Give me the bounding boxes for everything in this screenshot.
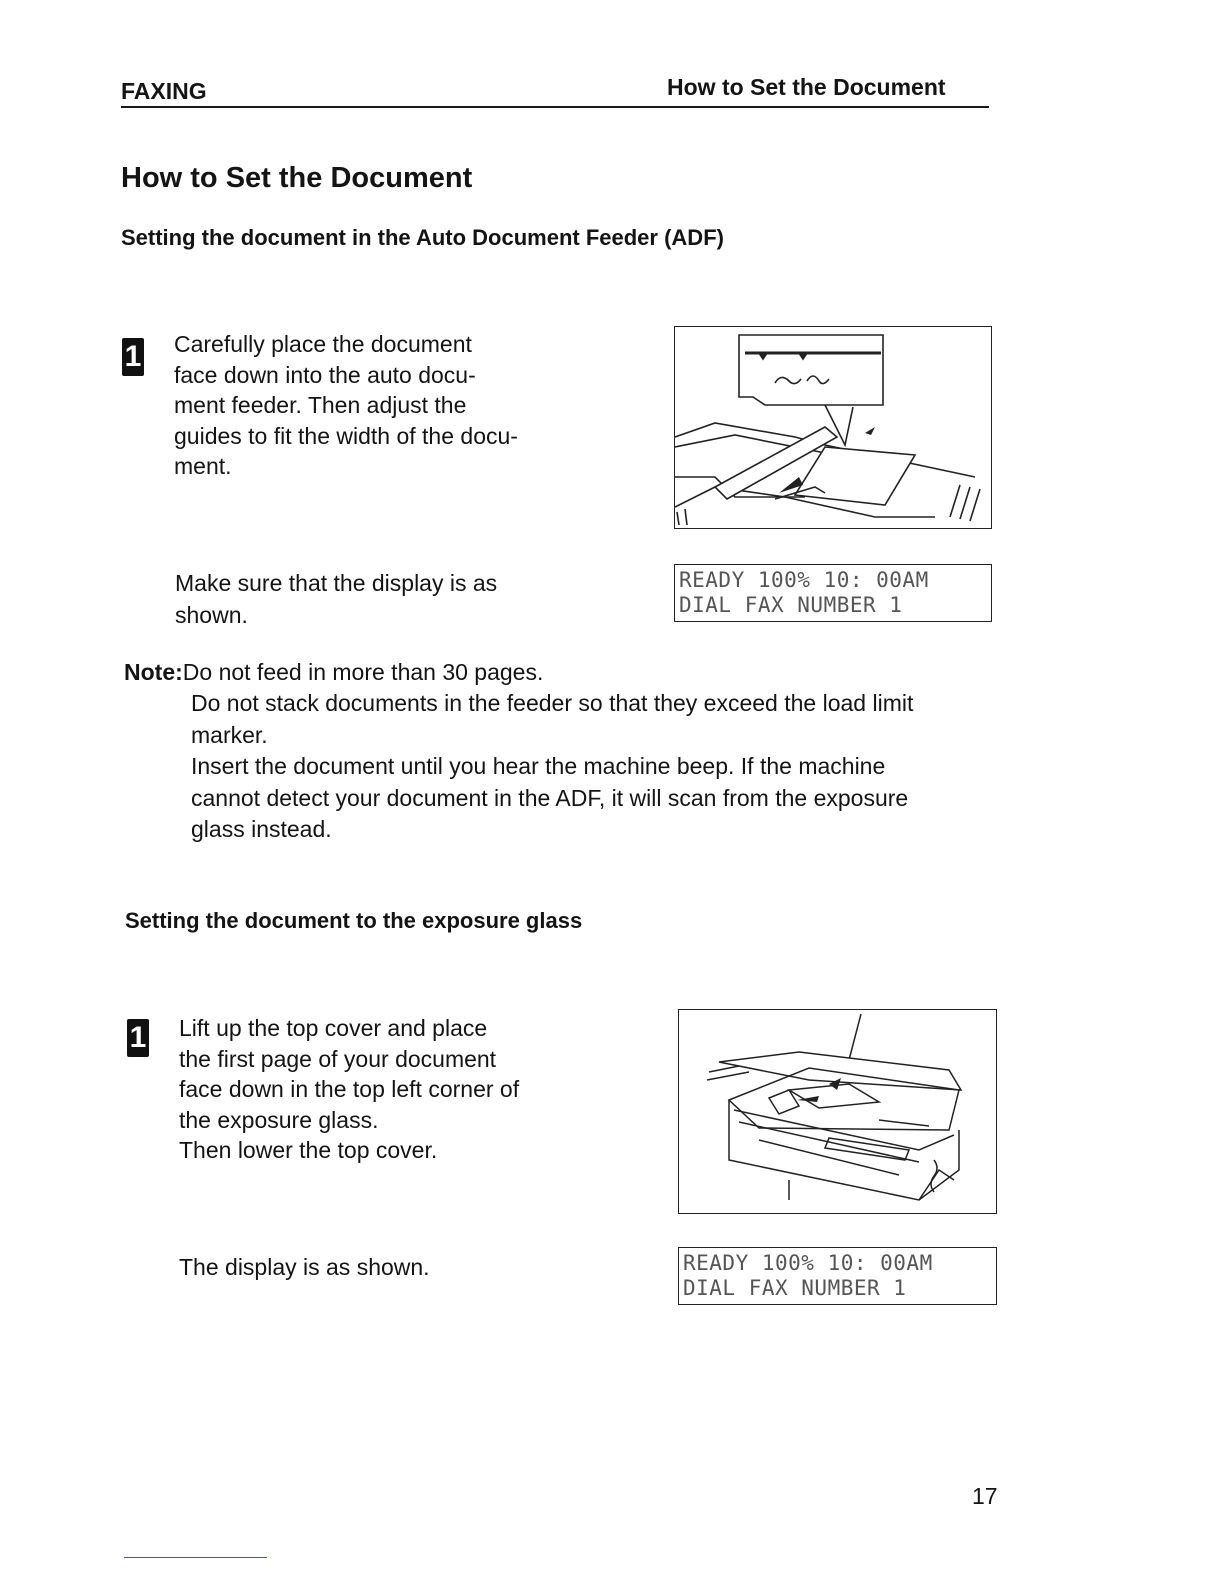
adf-step-text <box>174 329 518 482</box>
lcd-line-2: DIAL FAX NUMBER 1 <box>679 593 903 617</box>
page-number: 17 <box>972 1483 998 1509</box>
page-title: How to Set the Document <box>121 162 473 194</box>
adf-feeder-drawing <box>675 327 990 527</box>
glass-step-text <box>179 1013 519 1166</box>
note-body <box>191 688 913 846</box>
adf-step-line: ment feeder. Then adjust the <box>174 392 467 418</box>
adf-step-line: face down into the auto docu- <box>174 361 476 388</box>
note-label: Note: <box>124 659 183 685</box>
glass-step-line: the first page of your document <box>179 1045 497 1072</box>
note-line: Insert the document until you hear the machine beep. If the machine <box>191 753 886 779</box>
footer-rule <box>124 1557 267 1558</box>
glass-illustration <box>678 1009 997 1214</box>
glass-step-line: face down in the top left corner of <box>179 1076 520 1102</box>
note-text: Do not feed in more than 30 pages. <box>182 659 544 685</box>
adf-display-instruction-line: shown. <box>175 602 248 628</box>
adf-lcd-display <box>674 564 992 622</box>
adf-display-instruction <box>175 567 497 631</box>
note-line: cannot detect your document in the ADF, it will scan from the exposure <box>191 784 909 811</box>
note-line: marker. <box>191 721 268 748</box>
glass-step-line: the exposure glass. <box>179 1106 379 1133</box>
lcd-line-2: DIAL FAX NUMBER 1 <box>683 1276 907 1300</box>
fax-machine-drawing <box>679 1010 995 1212</box>
glass-display-instruction: The display is as shown. <box>179 1254 430 1280</box>
adf-step-line: guides to fit the width of the docu- <box>174 422 518 449</box>
note-line: Do not stack documents in the feeder so that they exceed the load limit <box>191 690 914 716</box>
glass-step-line: Then lower the top cover. <box>179 1137 438 1163</box>
adf-display-instruction-line: Make sure that the display is as <box>175 570 498 596</box>
note-line: glass instead. <box>191 816 332 842</box>
glass-step-line: Lift up the top cover and place <box>179 1015 488 1041</box>
note-first-line <box>124 657 543 689</box>
glass-step-number: 1 <box>127 1019 149 1057</box>
adf-step-line: ment. <box>174 453 232 479</box>
adf-step-number: 1 <box>122 338 144 376</box>
glass-lcd-display <box>678 1247 997 1305</box>
lcd-line-1: READY 100% 10: 00AM <box>683 1251 933 1275</box>
adf-section-title: Setting the document in the Auto Document Feeder (ADF) <box>121 225 724 250</box>
adf-step-line: Carefully place the document <box>174 331 472 357</box>
running-header-topic: How to Set the Document <box>667 74 946 100</box>
header-rule <box>121 106 989 108</box>
adf-illustration <box>674 326 992 529</box>
running-header-section: FAXING <box>121 78 207 104</box>
lcd-line-1: READY 100% 10: 00AM <box>679 568 929 592</box>
glass-section-title: Setting the document to the exposure glass <box>125 908 583 933</box>
